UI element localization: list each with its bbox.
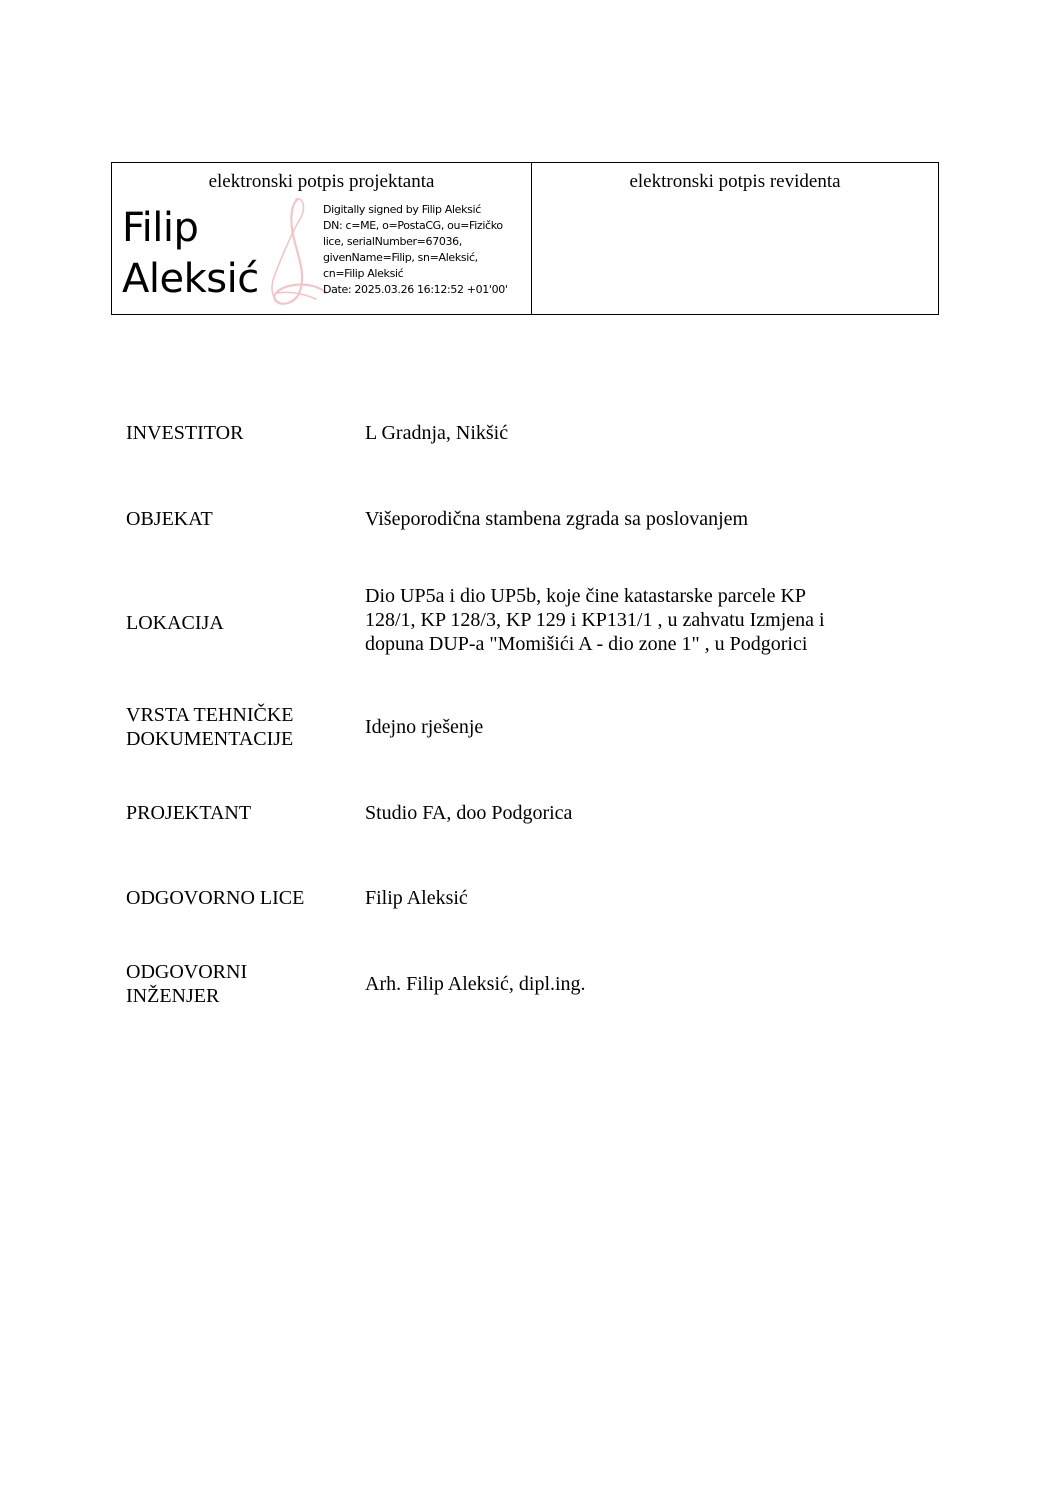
field-label: ODGOVORNO LICE [126, 887, 305, 909]
field-label: LOKACIJA [126, 612, 224, 634]
signer-last-name: Aleksić [122, 256, 259, 302]
field-label: OBJEKAT [126, 508, 213, 530]
field-value: L Gradnja, Nikšić [365, 422, 509, 444]
signature-table [111, 162, 939, 315]
field-value-line: dopuna DUP-a "Momišići A - dio zone 1" , u Podgorici [365, 633, 808, 655]
field-value: Filip Aleksić [365, 887, 468, 909]
signer-name [122, 203, 259, 305]
signature-details [323, 202, 523, 298]
field-label: INVESTITOR [126, 422, 244, 444]
field-label [126, 703, 346, 751]
reviewer-signature-heading: elektronski potpis revidenta [629, 171, 841, 192]
signature-detail-line: lice, serialNumber=67036, [323, 235, 462, 248]
designer-signature-cell [112, 163, 532, 314]
field-value: Idejno rješenje [365, 716, 484, 738]
field-value: Višeporodična stambena zgrada sa poslovanjem [365, 508, 749, 530]
designer-signature-heading: elektronski potpis projektanta [208, 171, 435, 192]
field-label-line: DOKUMENTACIJE [126, 728, 294, 750]
field-label: PROJEKTANT [126, 802, 252, 824]
field-value: Studio FA, doo Podgorica [365, 802, 573, 824]
reviewer-signature-cell [532, 163, 938, 314]
signer-first-name: Filip [122, 205, 199, 251]
field-label-line: INŽENJER [126, 985, 220, 1007]
field-value: Arh. Filip Aleksić, dipl.ing. [365, 973, 586, 995]
field-value-line: 128/1, KP 128/3, KP 129 i KP131/1 , u zahvatu Izmjena i [365, 609, 825, 631]
signature-detail-line: Date: 2025.03.26 16:12:52 +01'00' [323, 283, 508, 296]
field-label-line: ODGOVORNI [126, 961, 248, 983]
signature-detail-line: givenName=Filip, sn=Aleksić, [323, 251, 478, 264]
signature-detail-line: Digitally signed by Filip Aleksić [323, 203, 481, 216]
signature-detail-line: cn=Filip Aleksić [323, 267, 404, 280]
field-value [365, 584, 873, 656]
signature-detail-line: DN: c=ME, o=PostaCG, ou=Fizičko [323, 219, 503, 232]
signature-swirl-icon [260, 195, 330, 311]
field-label-line: VRSTA TEHNIČKE [126, 704, 294, 726]
field-label [126, 960, 346, 1008]
field-value-line: Dio UP5a i dio UP5b, koje čine katastarske parcele KP [365, 585, 807, 607]
